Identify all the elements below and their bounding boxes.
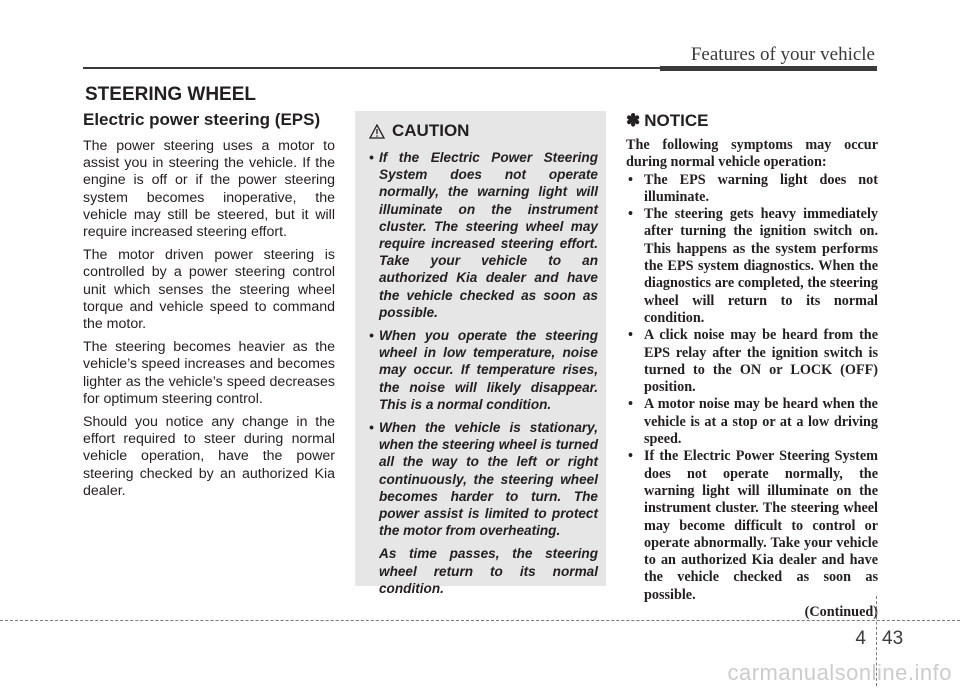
warning-triangle-icon <box>369 124 385 139</box>
caution-title: CAUTION <box>392 121 470 140</box>
caution-box <box>355 111 606 596</box>
footer-rule <box>0 620 960 621</box>
asterisk-icon: ✽ <box>626 111 641 130</box>
caution-item: • When you operate the steering wheel in low temperature, noise may occur. If temperature rises, the noise will likely disappear. This is a normal condition. <box>369 327 598 413</box>
notice-header <box>626 111 878 131</box>
notice-column <box>626 111 878 621</box>
caution-continuation: As time passes, the steering wheel return to its normal condition. <box>379 546 598 596</box>
body-paragraph: The power steering uses a motor to assist you in steering the vehicle. If the engine is off or if the power steering system becomes inoperative, the vehicle may still be steered, but it will require increased steering effort. <box>83 138 335 241</box>
notice-intro: The following symptoms may occur during normal vehicle operation: <box>626 137 878 171</box>
running-header: Features of your vehicle <box>690 44 875 65</box>
eps-heading: Electric power steering (EPS) <box>83 110 321 129</box>
caution-item: • When the vehicle is stationary, when the steering wheel is turned all the way to the left or right continuously, the steering wheel becomes harder to turn. The power assist is limited to protect the motor from overheating. <box>369 419 598 539</box>
notice-item: • The EPS warning light does not illuminate. <box>626 172 878 207</box>
watermark: carmanualsonline.info <box>727 660 952 685</box>
notice-item: • The steering gets heavy immediately after turning the ignition switch on. This happens as the system performs the EPS system diagnostics. When the diagnostics are completed, the steering wheel will return to its normal condition. <box>626 206 878 327</box>
caution-header <box>369 121 598 141</box>
left-column <box>83 110 335 506</box>
body-paragraph: The motor driven power steering is controlled by a power steering control unit which senses the steering wheel torque and vehicle speed to command the motor. <box>83 247 335 333</box>
continued-label: (Continued) <box>804 604 878 621</box>
notice-title: NOTICE <box>644 111 709 130</box>
caution-item: • If the Electric Power Steering System does not operate normally, the warning light will illuminate on the instrument cluster. The steering wheel may require increased steering effort. Take your vehicle to an authorized Kia dealer and have the vehicle checked as soon as possible. <box>369 149 598 321</box>
body-paragraph: Should you notice any change in the effort required to steer during normal vehicle operation, have the power steering checked by an authorized Kia dealer. <box>83 414 335 499</box>
body-paragraph: The steering becomes heavier as the vehicle’s speed increases and becomes lighter as the vehicle’s speed decreases for optimum steering control. <box>83 339 335 407</box>
page-number: 43 <box>882 628 904 649</box>
notice-body <box>626 137 878 604</box>
notice-item: • A click noise may be heard from the EPS relay after the ignition switch is turned to the ON or LOCK (OFF) position. <box>626 327 878 396</box>
notice-list <box>626 172 878 604</box>
header-rule-accent <box>660 66 877 71</box>
caution-list <box>369 149 598 539</box>
chapter-number: 4 <box>855 628 866 649</box>
notice-item: • If the Electric Power Steering System does not operate normally, the warning light will illuminate on the instrument cluster. The steering wheel may become difficult to control or operate abnormally. Take your vehicle to an authorized Kia dealer and have the vehicle checked as soon as possible. <box>626 448 878 604</box>
notice-item: • A motor noise may be heard when the vehicle is at a stop or at a low driving speed. <box>626 396 878 448</box>
section-title: STEERING WHEEL <box>85 84 257 105</box>
